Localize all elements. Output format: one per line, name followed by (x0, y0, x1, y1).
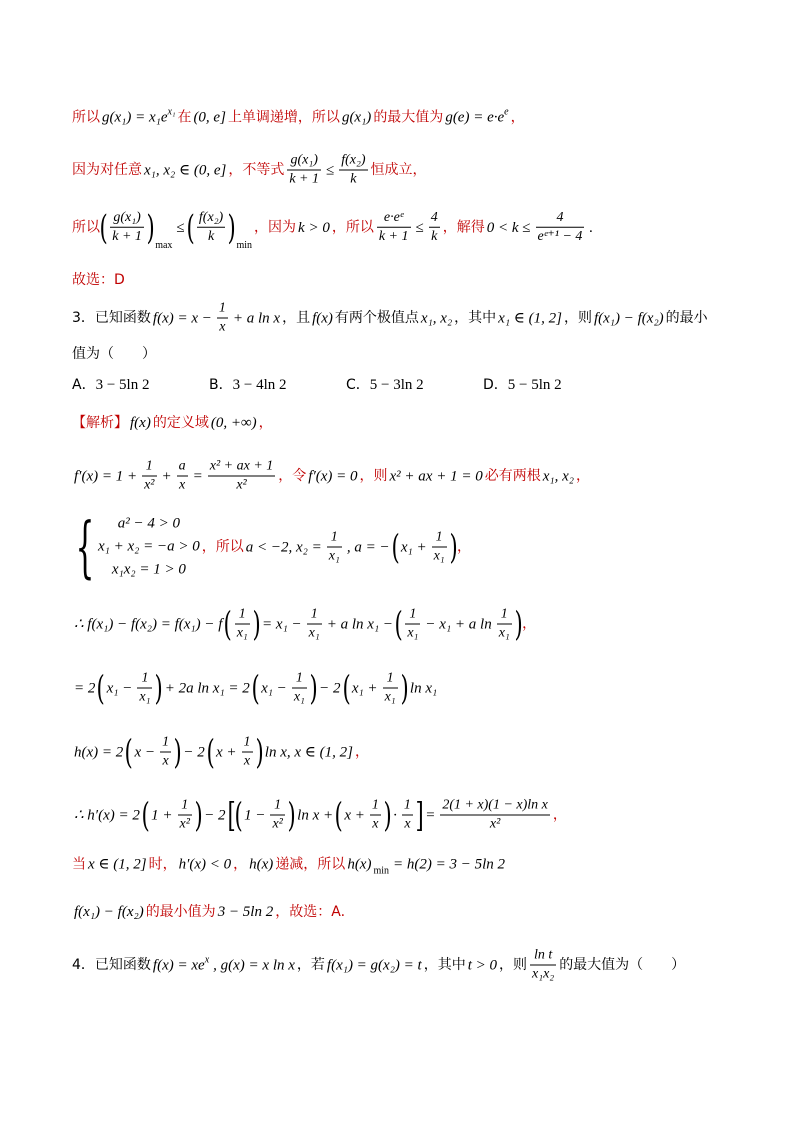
math-expr: h′(x) < 0 (178, 856, 232, 873)
option-value: 3 − 5ln 2 (95, 377, 150, 393)
math-expr: − 2 (204, 807, 226, 823)
right-delimiter: ) (383, 795, 392, 835)
fraction-numerator: ln t (530, 947, 556, 966)
fraction-numerator: 1 (178, 797, 192, 816)
math-expr: ∴ h′(x) = 2 (74, 807, 140, 823)
math-expr: a < −2, x₂ = (245, 539, 322, 555)
fraction-denominator: x (219, 319, 226, 335)
text-run: ， (510, 109, 525, 126)
text-run: ， (258, 415, 273, 431)
fraction-denominator: x₁ (236, 625, 248, 641)
text-line-8 (72, 413, 273, 433)
system-rows (98, 513, 200, 582)
fraction-numerator: 1 (327, 529, 342, 548)
option-label: B． (209, 377, 233, 393)
fraction-denominator: x₁x₂ (532, 966, 555, 982)
fraction-numerator: 1 (217, 300, 228, 319)
math-expr: f(x₁) − f(x₂) (593, 310, 664, 326)
text-run: 的定义域 (152, 415, 209, 431)
text-line-6 (72, 344, 156, 364)
text-run: 值为（ ） (72, 346, 156, 362)
fraction (177, 458, 188, 495)
option-d (483, 375, 620, 395)
fraction-denominator: x (243, 753, 251, 769)
math-expr: f(x) = x − (152, 310, 212, 326)
fraction-numerator: 1 (370, 797, 381, 816)
math-expr: ∴ f(x₁) − f(x₂) = f(x₁) − f (74, 616, 223, 632)
fraction-numerator: 1 (432, 529, 447, 548)
math-expr: 0 < k ≤ (486, 219, 531, 236)
fraction (377, 209, 411, 246)
right-delimiter: ) (173, 732, 182, 772)
equation-system (72, 508, 200, 585)
text-run: 时， (148, 856, 177, 873)
fraction-numerator: 1 (307, 606, 322, 625)
text-run: ，则 (563, 310, 592, 326)
math-expr: f(x₁) − f(x₂) (74, 904, 144, 920)
math-expr: g(e) = e·e (445, 109, 505, 126)
option-value: 5 − 5ln 2 (507, 377, 562, 393)
math-expr: , g(x) = x ln x (213, 957, 295, 973)
text-run: 3．已知函数 (72, 310, 151, 326)
superscript: x (204, 954, 210, 965)
text-run: ， (575, 468, 590, 484)
option-label: A． (72, 377, 96, 393)
math-expr: , a = − (346, 539, 390, 555)
left-delimiter: ( (206, 732, 215, 772)
option-label: C． (346, 377, 370, 393)
left-delimiter: ( (334, 795, 343, 835)
fraction-numerator: 1 (235, 606, 250, 625)
text-run: 的最大值为（ ） (559, 957, 686, 973)
text-run: ， (522, 616, 537, 632)
fraction (160, 734, 171, 771)
math-expr: x ∈ (1, 2] (88, 856, 147, 873)
text-run: 在 (177, 109, 192, 126)
text-run: ，则 (359, 468, 388, 484)
math-expr: x₁, x₂ (420, 310, 453, 326)
text-run: 【解析】 (72, 415, 128, 431)
math-expr: g(x₁) = x₁e (102, 109, 168, 126)
option-value: 5 − 3ln 2 (369, 377, 424, 393)
math-expr: + a ln x₁ − (326, 616, 394, 632)
right-delimiter: ) (194, 795, 203, 835)
text-line-9 (72, 458, 590, 495)
text-run: 递减，所以 (275, 856, 346, 873)
fraction (405, 606, 420, 643)
text-run: ，不等式 (228, 162, 285, 178)
left-delimiter: ( (223, 604, 233, 644)
fraction-denominator: x₁ (328, 548, 340, 564)
fraction (235, 606, 250, 643)
right-delimiter: ) (155, 668, 164, 708)
math-expr: (0, +∞) (210, 415, 257, 431)
left-delimiter: ( (186, 207, 195, 248)
text-line-17 (72, 947, 685, 984)
math-expr: = 2 (74, 680, 96, 696)
superscript: e (504, 106, 509, 118)
math-expr: · (393, 807, 397, 823)
option-label: D． (483, 377, 508, 393)
fraction-numerator: 1 (405, 606, 420, 625)
fraction (383, 670, 398, 707)
right-delimiter: ) (287, 795, 296, 835)
fraction-numerator: 1 (142, 458, 156, 477)
math-expr: f(x) (312, 310, 333, 326)
fraction (242, 734, 253, 771)
text-run: 所以 (72, 109, 100, 126)
math-expr: f(x₁) = g(x₂) = t (326, 957, 422, 973)
text-line-13 (72, 734, 369, 771)
system-brace: { (75, 508, 95, 585)
fraction (536, 209, 585, 246)
math-expr: ln x, x ∈ (1, 2] (264, 744, 353, 760)
right-delimiter: ) (146, 207, 155, 248)
math-expr: k > 0 (298, 219, 330, 236)
text-run: ，令 (278, 468, 307, 484)
math-expr: x₁ ∈ (1, 2] (498, 310, 562, 326)
text-line-14 (72, 797, 567, 834)
fraction-denominator: x₁ (293, 689, 305, 705)
math-expr: − 2 (319, 680, 341, 696)
fraction (137, 670, 152, 707)
math-expr: 3 − 5ln 2 (217, 904, 274, 920)
text-line-5 (72, 300, 708, 337)
fraction (287, 152, 321, 189)
fraction-numerator: 1 (270, 797, 284, 816)
fraction-denominator: x² (144, 477, 155, 493)
math-expr: ln x + (297, 807, 334, 823)
right-delimiter: ) (514, 604, 523, 644)
text-run: ，其中 (454, 310, 497, 326)
math-expr: = (192, 468, 203, 484)
text-line-11 (72, 606, 536, 643)
fraction-denominator: x₁ (433, 548, 445, 564)
text-run: ， (456, 539, 471, 555)
text-run: 4．已知函数 (72, 957, 151, 973)
left-delimiter: [ (227, 795, 236, 835)
option-b (209, 375, 346, 395)
text-run: ， (354, 744, 369, 760)
fraction-denominator: k (350, 171, 357, 187)
text-run: ，其中 (423, 957, 466, 973)
math-expr: x₁, x₂ ∈ (0, e] (144, 162, 227, 178)
math-expr: = x₁ − (262, 616, 302, 632)
fraction-denominator: x₁ (308, 625, 320, 641)
fraction-numerator: x² + ax + 1 (208, 458, 276, 477)
left-delimiter: ( (234, 795, 243, 835)
math-expr: + (161, 468, 172, 484)
right-delimiter: ) (449, 527, 458, 567)
text-run: ，所以 (331, 219, 374, 236)
text-run: ，所以 (201, 539, 244, 555)
math-expr: x₁ + (400, 539, 427, 555)
right-delimiter: ) (252, 604, 261, 644)
fraction-numerator: 1 (160, 734, 171, 753)
math-expr: x₁ + (351, 680, 378, 696)
option-a (72, 375, 209, 395)
fraction (142, 458, 156, 495)
option-c (346, 375, 483, 395)
fraction-denominator: x² (489, 816, 501, 832)
fraction (197, 209, 225, 246)
fraction-denominator: x₁ (139, 689, 151, 705)
fraction (497, 606, 512, 643)
fraction-numerator: a (177, 458, 188, 477)
text-line-2 (72, 152, 427, 189)
fraction-numerator: 1 (402, 797, 413, 816)
text-run: ， (233, 856, 248, 873)
left-delimiter: ( (391, 527, 400, 567)
fraction-numerator: e·eᵉ (377, 209, 411, 228)
text-run: ，且 (282, 310, 311, 326)
fraction (327, 529, 342, 566)
right-delimiter: ) (255, 732, 264, 772)
text-run: 的最小 (665, 310, 708, 326)
text-run: 恒成立， (370, 162, 427, 178)
right-delimiter: ) (400, 668, 409, 708)
fraction-denominator: k + 1 (289, 171, 320, 187)
text-run: 因为对任意 (72, 162, 142, 178)
math-expr: x² + ax + 1 = 0 (389, 468, 483, 484)
fraction-denominator: x (179, 477, 186, 493)
fraction-denominator: eᵉ⁺¹ − 4 (537, 228, 583, 244)
fraction-denominator: x² (236, 477, 247, 493)
text-run: ， (552, 807, 567, 823)
math-expr: − x₁ + a ln (425, 616, 492, 632)
math-expr: ≤ (326, 162, 335, 178)
fraction-numerator: g(x₁) (287, 152, 321, 171)
fraction (440, 797, 550, 834)
math-expr: x + (215, 744, 237, 760)
left-delimiter: ( (96, 668, 106, 708)
math-expr: 1 − (244, 807, 266, 823)
fraction-numerator: g(x₁) (110, 209, 144, 228)
fraction (432, 529, 447, 566)
right-delimiter: ) (227, 207, 236, 248)
math-expr: (0, e] (193, 109, 226, 126)
math-expr: x₁ − (106, 680, 133, 696)
fraction-denominator: x₁ (384, 689, 396, 705)
fraction-denominator: k + 1 (112, 228, 142, 244)
fraction-numerator: 1 (242, 734, 253, 753)
subscript: min (373, 865, 390, 877)
math-expr: ≤ (176, 219, 185, 236)
text-run: 上单调递增，所以 (227, 109, 340, 126)
text-run: ，则 (499, 957, 528, 973)
fraction (429, 209, 440, 246)
text-line-15 (72, 855, 507, 882)
right-delimiter: ) (309, 668, 318, 708)
left-delimiter: ( (394, 604, 403, 644)
text-run: 的最大值为 (373, 109, 444, 126)
text-line-4 (72, 270, 125, 290)
fraction-denominator: k (431, 228, 438, 244)
math-expr: h(x) (249, 856, 274, 873)
fraction-numerator: 4 (536, 209, 585, 228)
fraction-numerator: f(x₂) (339, 152, 367, 171)
fraction (270, 797, 284, 834)
fraction (402, 797, 413, 834)
fraction (208, 458, 276, 495)
math-expr: t > 0 (467, 957, 498, 973)
fraction-denominator: k (207, 228, 215, 244)
system-row: a² − 4 > 0 (117, 515, 180, 532)
left-delimiter: ( (141, 795, 150, 835)
superscript: x₁ (167, 106, 176, 118)
fraction-denominator: x² (272, 816, 283, 832)
text-line-12 (72, 670, 439, 707)
math-expr: h(x) (347, 856, 372, 873)
fraction-numerator: 1 (137, 670, 152, 689)
math-expr: ln x₁ (409, 680, 438, 696)
left-delimiter: ( (99, 207, 108, 248)
text-run: ，因为 (254, 219, 297, 236)
fraction (307, 606, 322, 643)
text-run: ，故选：A. (275, 904, 346, 920)
math-expr: g(x₁) (341, 109, 372, 126)
fraction-numerator: 2(1 + x)(1 − x)ln x (440, 797, 550, 816)
left-delimiter: ( (251, 668, 260, 708)
math-expr: − 2 (183, 744, 205, 760)
text-line-16 (72, 902, 345, 922)
right-delimiter: ] (415, 795, 424, 835)
text-run: ，解得 (442, 219, 485, 236)
text-run: 所以 (72, 219, 100, 236)
math-expr: = (425, 807, 436, 823)
text-line-7 (72, 375, 620, 395)
fraction-numerator: 1 (497, 606, 512, 625)
fraction-denominator: x (162, 753, 169, 769)
system-row: x₁ + x₂ = −a > 0 (98, 538, 200, 555)
math-expr: x₁, x₂ (542, 468, 574, 484)
fraction (292, 670, 307, 707)
option-value: 3 − 4ln 2 (232, 377, 287, 393)
math-expr: x₁ − (261, 680, 287, 696)
text-run: 的最小值为 (145, 904, 216, 920)
math-expr: . (589, 219, 594, 236)
fraction (217, 300, 228, 337)
math-expr: 1 + (151, 807, 173, 823)
math-expr: f(x) = xe (152, 957, 205, 973)
text-run: 当 (72, 856, 86, 873)
fraction-numerator: 4 (429, 209, 440, 228)
text-line-10 (72, 508, 471, 585)
fraction (178, 797, 192, 834)
fraction-numerator: 1 (292, 670, 307, 689)
fraction-numerator: f(x₂) (197, 209, 225, 228)
math-expr: f(x) (130, 415, 151, 431)
math-expr: ≤ (415, 219, 424, 236)
fraction-denominator: x₁ (498, 625, 510, 641)
fraction-denominator: x (372, 816, 379, 832)
fraction-denominator: x₁ (407, 625, 419, 641)
math-expr: x + (344, 807, 365, 823)
text-run: 必有两根 (484, 468, 541, 484)
text-line-1 (72, 103, 525, 128)
math-expr: f′(x) = 1 + (74, 468, 138, 484)
text-line-3 (72, 209, 595, 256)
system-row: x₁x₂ = 1 > 0 (111, 561, 186, 578)
fraction (530, 947, 556, 984)
fraction (339, 152, 367, 189)
left-delimiter: ( (124, 732, 134, 772)
fraction-denominator: x² (179, 816, 190, 832)
math-expr: + a ln x (232, 310, 281, 326)
math-expr: x − (134, 744, 156, 760)
fraction (370, 797, 381, 834)
fraction (110, 209, 144, 246)
subscript: min (236, 239, 253, 251)
subscript: max (155, 239, 173, 251)
text-run: 有两个极值点 (334, 310, 419, 326)
fraction-denominator: x (404, 816, 411, 832)
fraction-numerator: 1 (383, 670, 398, 689)
math-expr: h(x) = 2 (74, 744, 124, 760)
math-expr: + 2a ln x₁ = 2 (164, 680, 250, 696)
fraction-denominator: k + 1 (378, 228, 409, 244)
math-expr: = h(2) = 3 − 5ln 2 (393, 856, 506, 873)
left-delimiter: ( (342, 668, 351, 708)
math-expr: f′(x) = 0 (308, 468, 358, 484)
text-run: ，若 (296, 957, 325, 973)
text-run: 故选：D (72, 272, 125, 288)
